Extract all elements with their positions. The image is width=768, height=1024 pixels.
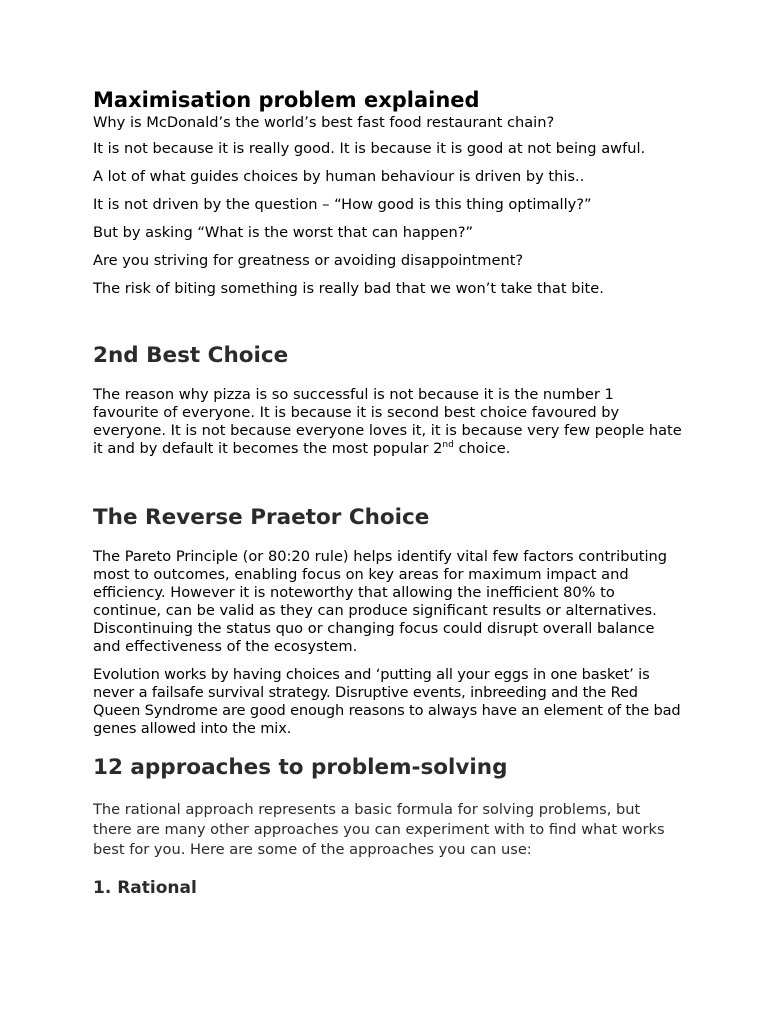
subheading-rational: 1. Rational xyxy=(93,878,197,898)
intro-paragraph: The risk of biting something is really bad that we won’t take that bite. xyxy=(93,280,604,297)
section-paragraph-reverse-praetor: The Pareto Principle (or 80:20 rule) helps identify vital few factors contributing most to outcomes, enabling focus on key areas for maximum impact and efficiency. However it is noteworthy that allowing the inefficient 80% to continue, can be valid as they can produce significant results or alternatives. Discontinuing the status quo or changing focus could disrupt overall balance and effectiveness of the ecosystem. xyxy=(93,548,668,655)
intro-paragraph: Why is McDonald’s the world’s best fast food restaurant chain? xyxy=(93,114,555,131)
ordinal-superscript: nd xyxy=(442,440,454,450)
intro-paragraph: But by asking “What is the worst that can happen?” xyxy=(93,224,474,241)
paragraph-text: The reason why pizza is so successful is not because it is the number 1 favourite of everyone. It is because it is second best choice favoured by everyone. It is not because everyone loves it, it is because very few people hate it and by default it becomes the most popular 2 xyxy=(93,386,682,457)
document-title: Maximisation problem explained xyxy=(93,88,480,112)
paragraph-text-tail: choice. xyxy=(453,440,511,457)
intro-paragraph: Are you striving for greatness or avoiding disappointment? xyxy=(93,252,524,269)
intro-paragraph: A lot of what guides choices by human behaviour is driven by this.. xyxy=(93,168,585,185)
section-heading-12-approaches: 12 approaches to problem-solving xyxy=(93,755,508,780)
document-page xyxy=(93,86,683,899)
section-heading-reverse-praetor: The Reverse Praetor Choice xyxy=(93,505,430,530)
section-paragraph-reverse-praetor: Evolution works by having choices and ‘putting all your eggs in one basket’ is never a failsafe survival strategy. Disruptive events, inbreeding and the Red Queen Syndrome are good enough reasons to always have an element of the bad genes allowed into the mix. xyxy=(93,666,681,737)
section-paragraph-12-approaches: The rational approach represents a basic formula for solving problems, but there are many other approaches you can experiment with to find what works best for you. Here are some of the approaches you can use: xyxy=(93,801,665,858)
intro-paragraph: It is not because it is really good. It is because it is good at not being awful. xyxy=(93,140,646,157)
section-paragraph-2nd-best-choice xyxy=(93,386,683,458)
intro-paragraph: It is not driven by the question – “How good is this thing optimally?” xyxy=(93,196,592,213)
section-heading-2nd-best-choice: 2nd Best Choice xyxy=(93,343,289,368)
